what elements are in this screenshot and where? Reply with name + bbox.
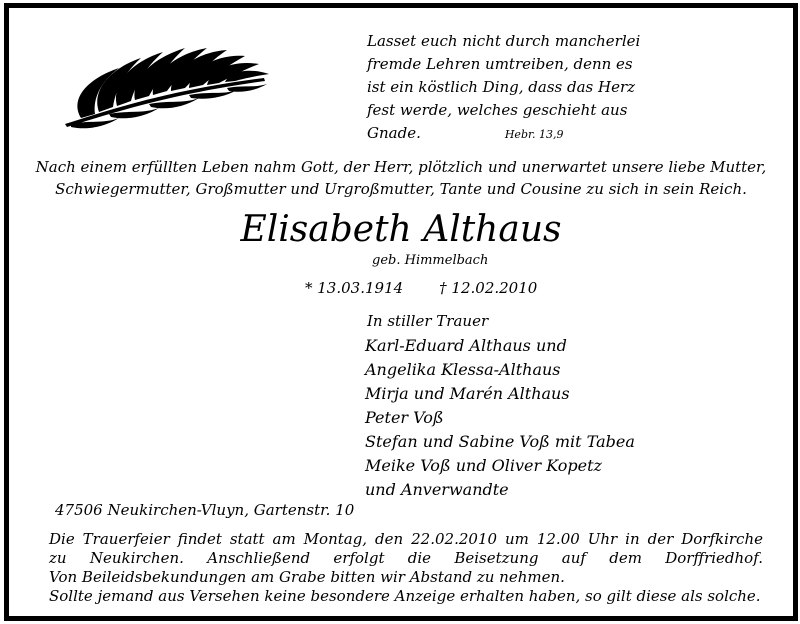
verse-source: Hebr. 13,9 — [504, 128, 564, 141]
funeral-line: Die Trauerfeier findet statt am Montag, den 22.02.2010 um 12.00 Uhr in der Dorfkirche — [49, 530, 763, 548]
funeral-line: Von Beileidsbekundungen am Grabe bitten wir Abstand zu nehmen. — [49, 568, 565, 586]
mourning-line: In stiller Trauer — [367, 312, 489, 330]
relative-item: Karl-Eduard Althaus und — [365, 336, 567, 355]
funeral-line: zu Neukirchen. Anschließend erfolgt die Beisetzung auf dem Dorffriedhof. — [49, 549, 763, 567]
birth-date: * 13.03.1914 — [305, 279, 404, 297]
verse-line: ist ein köstlich Ding, dass das Herz — [367, 78, 636, 96]
palm-leaf-icon — [59, 38, 277, 130]
funeral-line: Sollte jemand aus Versehen keine besondere Anzeige erhalten haben, so gilt diese als solche. — [49, 587, 761, 605]
verse-line: Lasset euch nicht durch mancherlei — [367, 32, 641, 50]
relative-item: Mirja und Marén Althaus — [365, 384, 570, 403]
verse-line: fest werde, welches geschieht aus — [367, 101, 628, 119]
relatives-list — [365, 334, 635, 502]
address: 47506 Neukirchen-Vluyn, Gartenstr. 10 — [55, 501, 355, 519]
relative-item: und Anverwandte — [365, 480, 509, 499]
verse-last-line — [367, 122, 640, 146]
verse-line: fremde Lehren umtreiben, denn es — [367, 55, 633, 73]
intro-line: Nach einem erfüllten Leben nahm Gott, der Herr, plötzlich und unerwartet unsere liebe Mutter, — [35, 158, 767, 176]
life-dates — [305, 278, 537, 298]
bible-verse — [367, 30, 640, 146]
deceased-name: Elisabeth Althaus — [240, 209, 562, 250]
relative-item: Meike Voß und Oliver Kopetz — [365, 456, 602, 475]
intro-text — [9, 156, 793, 200]
obituary-notice — [4, 3, 798, 621]
relative-item: Angelika Klessa-Althaus — [365, 360, 561, 379]
funeral-info — [49, 530, 763, 606]
birth-name: geb. Himmelbach — [372, 253, 489, 268]
verse-line: Gnade. — [367, 124, 421, 142]
intro-line: Schwiegermutter, Großmutter und Urgroßmutter, Tante und Cousine zu sich in sein Reich. — [55, 180, 747, 198]
death-date: † 12.02.2010 — [439, 279, 538, 297]
relative-item: Stefan und Sabine Voß mit Tabea — [365, 432, 635, 451]
relative-item: Peter Voß — [365, 408, 444, 427]
